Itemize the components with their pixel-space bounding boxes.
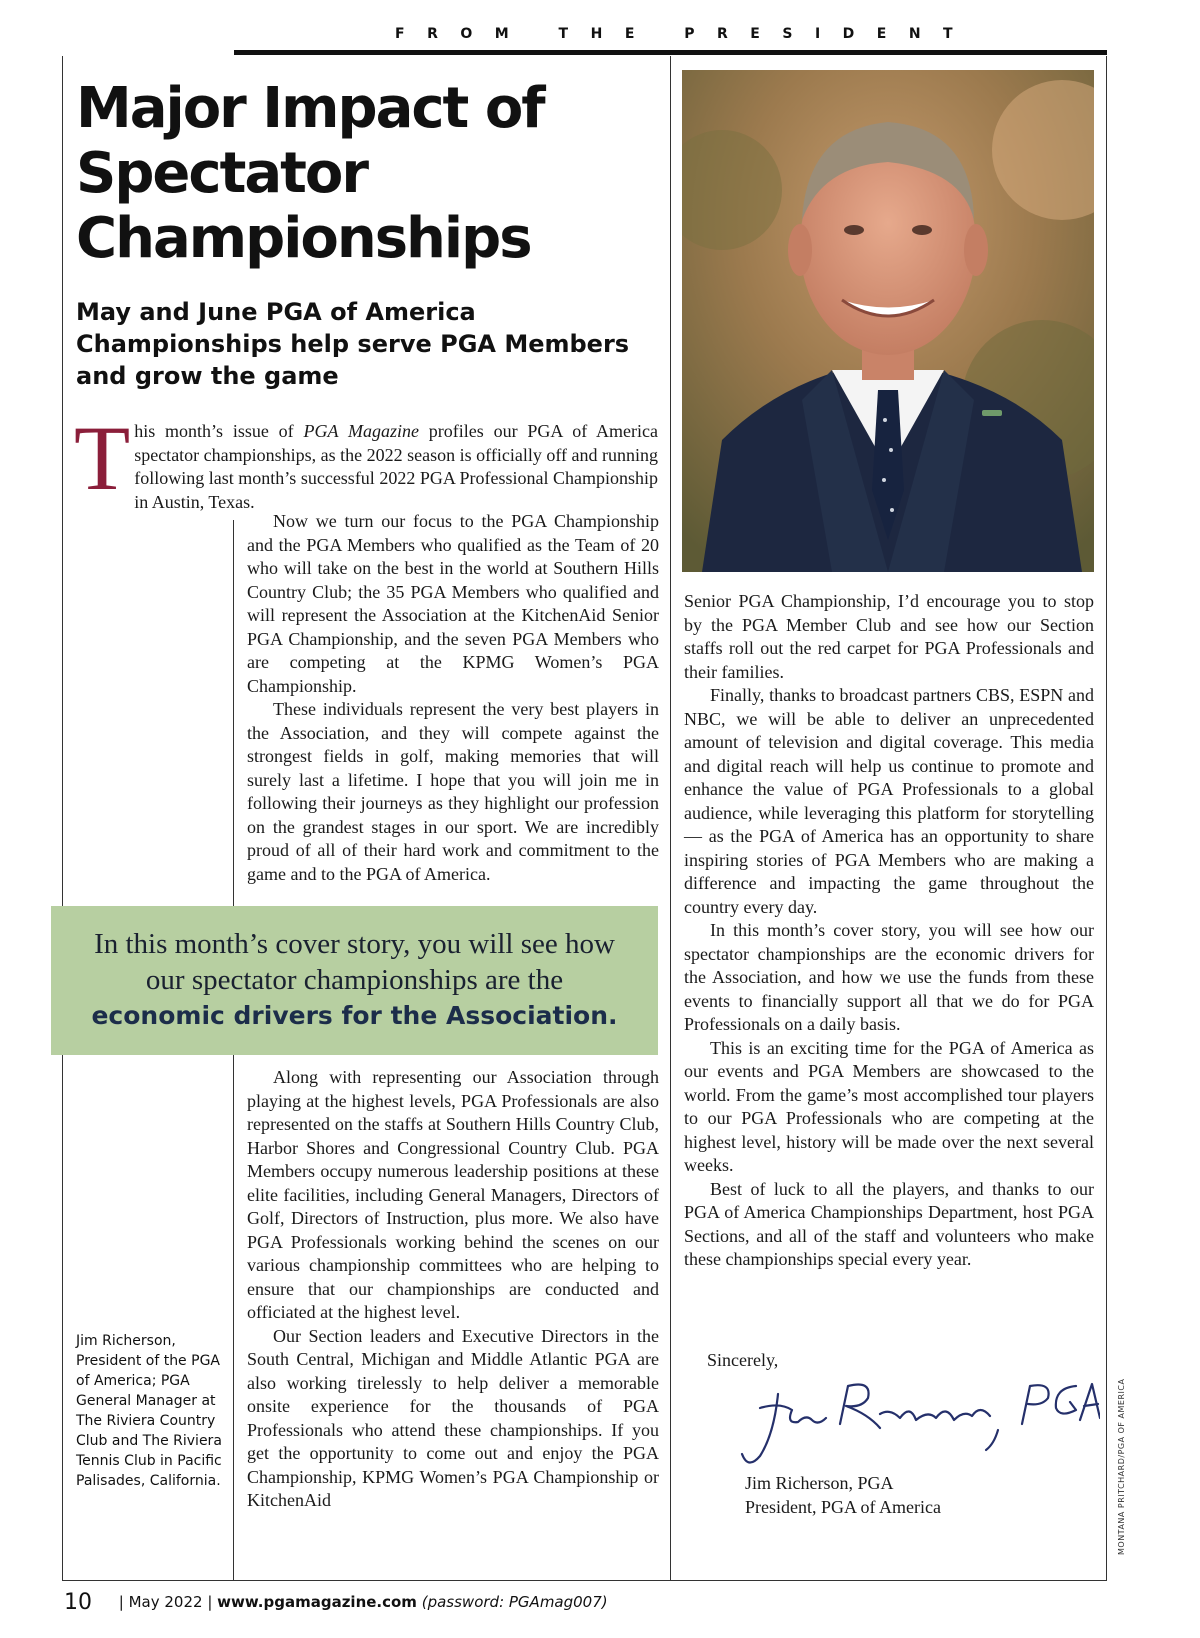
drop-cap: T: [74, 407, 131, 509]
closing-salutation: Sincerely,: [707, 1350, 779, 1370]
pull-quote-line: In this month’s cover story, you will see how: [94, 928, 615, 960]
website-link[interactable]: www.pgamagazine.com: [217, 1593, 417, 1611]
middle-column-top: [247, 510, 659, 886]
right-column: [684, 590, 1094, 1272]
page-footer: [64, 1590, 608, 1615]
intro-rest: profiles our PGA of America spectator championships, as the 2022 season is officially off and running following last month’s successful 2022 PGA Professional Championship in Austin, Texas.: [134, 421, 659, 512]
signoff-block: [745, 1472, 941, 1519]
body-paragraph: Our Section leaders and Executive Directors in the South Central, Michigan and Middle Atlantic PGA are also working tirelessly to help deliver a memorable onsite experience for the thousands of PGA Professionals who attend these championships. If you get the opportunity to come out and enjoy the PGA Championship, KPMG Women’s PGA Championship or KitchenAid: [247, 1325, 659, 1510]
body-paragraph: Finally, thanks to broadcast partners CBS, ESPN and NBC, we will be able to deliver an unprecedented amount of television and digital coverage. This media and digital reach will help us continue to promote and enhance the value of PGA Professionals to a global audience, while leveraging this platform for storytelling — as the PGA of America has an opportunity to share inspiring stories of PGA Members who are making a difference and impacting the game throughout the country every day.: [684, 685, 1094, 917]
pull-quote: [51, 906, 658, 1055]
body-paragraph: Senior PGA Championship, I’d encourage you to stop by the PGA Member Club and see how our Section staffs roll out the red carpet for PGA Professionals and their families.: [684, 591, 1094, 682]
body-paragraph: These individuals represent the very best players in the Association, and they will compete against the strongest fields in golf, making memories that will surely last a lifetime. I hope that you will join me in following their journeys as they highlight our profession on the grandest stages in our sport. We are incredibly proud of all of their hard work and commitment to the game and to the PGA of America.: [247, 699, 659, 884]
body-paragraph: This is an exciting time for the PGA of America as our events and PGA Members are showcased to the world. From the game’s most accomplished tour players to our PGA Professionals who are competing at the highest level, history will be made over the next several weeks.: [684, 1037, 1094, 1175]
body-paragraph: Along with representing our Association through playing at the highest levels, PGA Professionals are also represented on the staffs at Southern Hills Country Club, Harbor Shores and Congressional Country Club. PGA Members occupy numerous leadership positions at these elite facilities, including General Managers, Directors of Golf, Directors of Instruction, plus more. We also have PGA Professionals working behind the scenes on our various championship committees who are helping to ensure that our championships are conducted and officiated at the highest level.: [247, 1067, 659, 1322]
signoff-title: President, PGA of America: [745, 1496, 941, 1517]
column-divider: [670, 56, 671, 1581]
article-subtitle: May and June PGA of America Championships help serve PGA Members and grow the game: [76, 298, 630, 390]
handwritten-signature: [740, 1374, 1100, 1474]
middle-column-bottom: [247, 1066, 659, 1513]
password-note: (password: PGAmag007): [421, 1593, 608, 1611]
portrait-illustration: [682, 70, 1094, 572]
top-rule: [234, 50, 1107, 55]
footer-date: | May 2022 |: [118, 1593, 213, 1611]
article-title: Major Impact of Spectator Championships: [76, 76, 544, 271]
frame-bottom-rule: [62, 1580, 1107, 1581]
photo-credit: MONTANA PRITCHARD/PGA OF AMERICA: [1117, 1378, 1126, 1555]
intro-lead: his month’s issue of: [134, 421, 304, 441]
frame-right-rule: [1106, 56, 1107, 1581]
signoff-name: Jim Richerson, PGA: [745, 1473, 894, 1493]
body-paragraph: In this month’s cover story, you will see how our spectator championships are the economic drivers for the Association, and how we use the funds from these events to financially support all that we do for PGA Professionals on a daily basis.: [684, 920, 1094, 1034]
body-paragraph: Now we turn our focus to the PGA Championship and the PGA Members who qualified as the Team of 20 who will take on the best in the world at Southern Hills Country Club; the 35 PGA Members who qualified and will represent the Association at the KitchenAid Senior PGA Championship, and the seven PGA Members who are competing at the KPMG Women’s PGA Championship.: [247, 511, 659, 696]
body-paragraph: Best of luck to all the players, and thanks to our PGA of America Championships Department, host PGA Sections, and all of the staff and volunteers who make these championships special every year.: [684, 1178, 1094, 1269]
section-kicker: FROM THE PRESIDENT: [395, 26, 976, 42]
frame-left-rule: [62, 56, 63, 1581]
pull-quote-line: our spectator championships are the: [145, 964, 564, 996]
magazine-name: PGA Magazine: [303, 421, 419, 441]
pull-quote-emphasis: economic drivers for the Association.: [91, 1001, 618, 1030]
photo-caption: Jim Richerson, President of the PGA of America; PGA General Manager at The Riviera Country Club and The Riviera Tennis Club in Pacific Palisades, California.: [76, 1333, 222, 1489]
president-photo: [682, 70, 1094, 572]
intro-paragraph: [74, 407, 659, 514]
page-number: 10: [64, 1590, 92, 1615]
